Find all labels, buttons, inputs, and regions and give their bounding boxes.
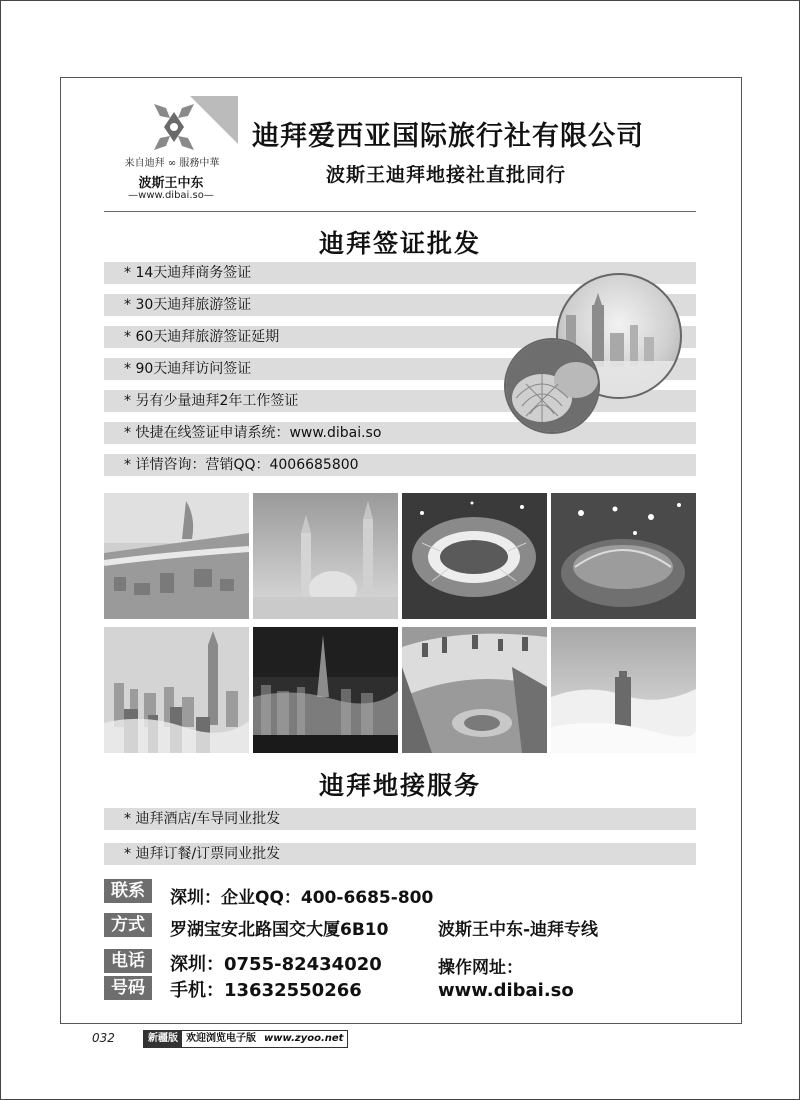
photo-aerial-clouds bbox=[402, 627, 547, 753]
footer-site-link[interactable]: www.zyoo.net bbox=[264, 1033, 344, 1044]
tagline: 波斯王迪拜地接社直批同行 bbox=[326, 164, 567, 186]
website-label: 操作网址： bbox=[438, 958, 523, 978]
services-section-title: 迪拜地接服务 bbox=[318, 771, 481, 800]
visa-item: * 30天迪拜旅游签证 bbox=[104, 294, 696, 316]
edition-label: 新疆版 bbox=[144, 1031, 182, 1047]
welcome-text: 欢迎浏览电子版 bbox=[186, 1033, 256, 1044]
photo-tower-above-clouds bbox=[551, 627, 696, 753]
visa-item: * 另有少量迪拜2年工作签证 bbox=[104, 390, 696, 412]
service-item: * 迪拜订餐/订票同业批发 bbox=[104, 843, 696, 865]
mobile-phone: 手机：13632550266 bbox=[170, 980, 362, 1001]
photo-stadium-night bbox=[402, 493, 547, 619]
logo-url: —www.dibai.so— bbox=[128, 190, 214, 201]
contact-label: 联系 bbox=[104, 879, 152, 903]
photo-dome-lights bbox=[551, 493, 696, 619]
page-number: 032 bbox=[92, 1031, 115, 1045]
photo-burj-khalifa-night bbox=[253, 627, 398, 753]
service-item: * 迪拜酒店/车导同业批发 bbox=[104, 808, 696, 830]
header-divider bbox=[104, 211, 696, 212]
dedicated-line: 波斯王中东-迪拜专线 bbox=[438, 920, 599, 940]
phone-label: 电话 bbox=[104, 949, 152, 973]
logo-name: 波斯王中东 bbox=[138, 176, 204, 191]
website-url: www.dibai.so bbox=[438, 980, 574, 1001]
visa-item: * 90天迪拜访问签证 bbox=[104, 358, 696, 380]
visa-item: * 14天迪拜商务签证 bbox=[104, 262, 696, 284]
qq-contact: 深圳：企业QQ：400-6685-800 bbox=[170, 888, 434, 908]
company-logo bbox=[102, 96, 240, 208]
phone-label: 号码 bbox=[104, 976, 152, 1000]
photo-burj-al-arab bbox=[104, 493, 249, 619]
photo-mosque-minarets bbox=[253, 493, 398, 619]
footer-badge bbox=[143, 1030, 348, 1048]
visa-item: * 60天迪拜旅游签证延期 bbox=[104, 326, 696, 348]
address: 罗湖宝安北路国交大厦6B10 bbox=[170, 920, 389, 940]
photo-skyline-fog bbox=[104, 627, 249, 753]
office-phone: 深圳：0755-82434020 bbox=[170, 954, 382, 975]
visa-section-title: 迪拜签证批发 bbox=[318, 229, 481, 258]
dome-circle-photo bbox=[504, 338, 600, 434]
visa-item: * 快捷在线签证申请系统：www.dibai.so bbox=[104, 422, 696, 444]
visa-item: * 详情咨询：营销QQ：4006685800 bbox=[104, 454, 696, 476]
company-name: 迪拜爱西亚国际旅行社有限公司 bbox=[252, 121, 644, 152]
logo-slogan: 来自迪拜 ∞ 服務中華 bbox=[124, 158, 220, 169]
ornament-logo-icon bbox=[150, 102, 198, 152]
contact-label: 方式 bbox=[104, 913, 152, 937]
